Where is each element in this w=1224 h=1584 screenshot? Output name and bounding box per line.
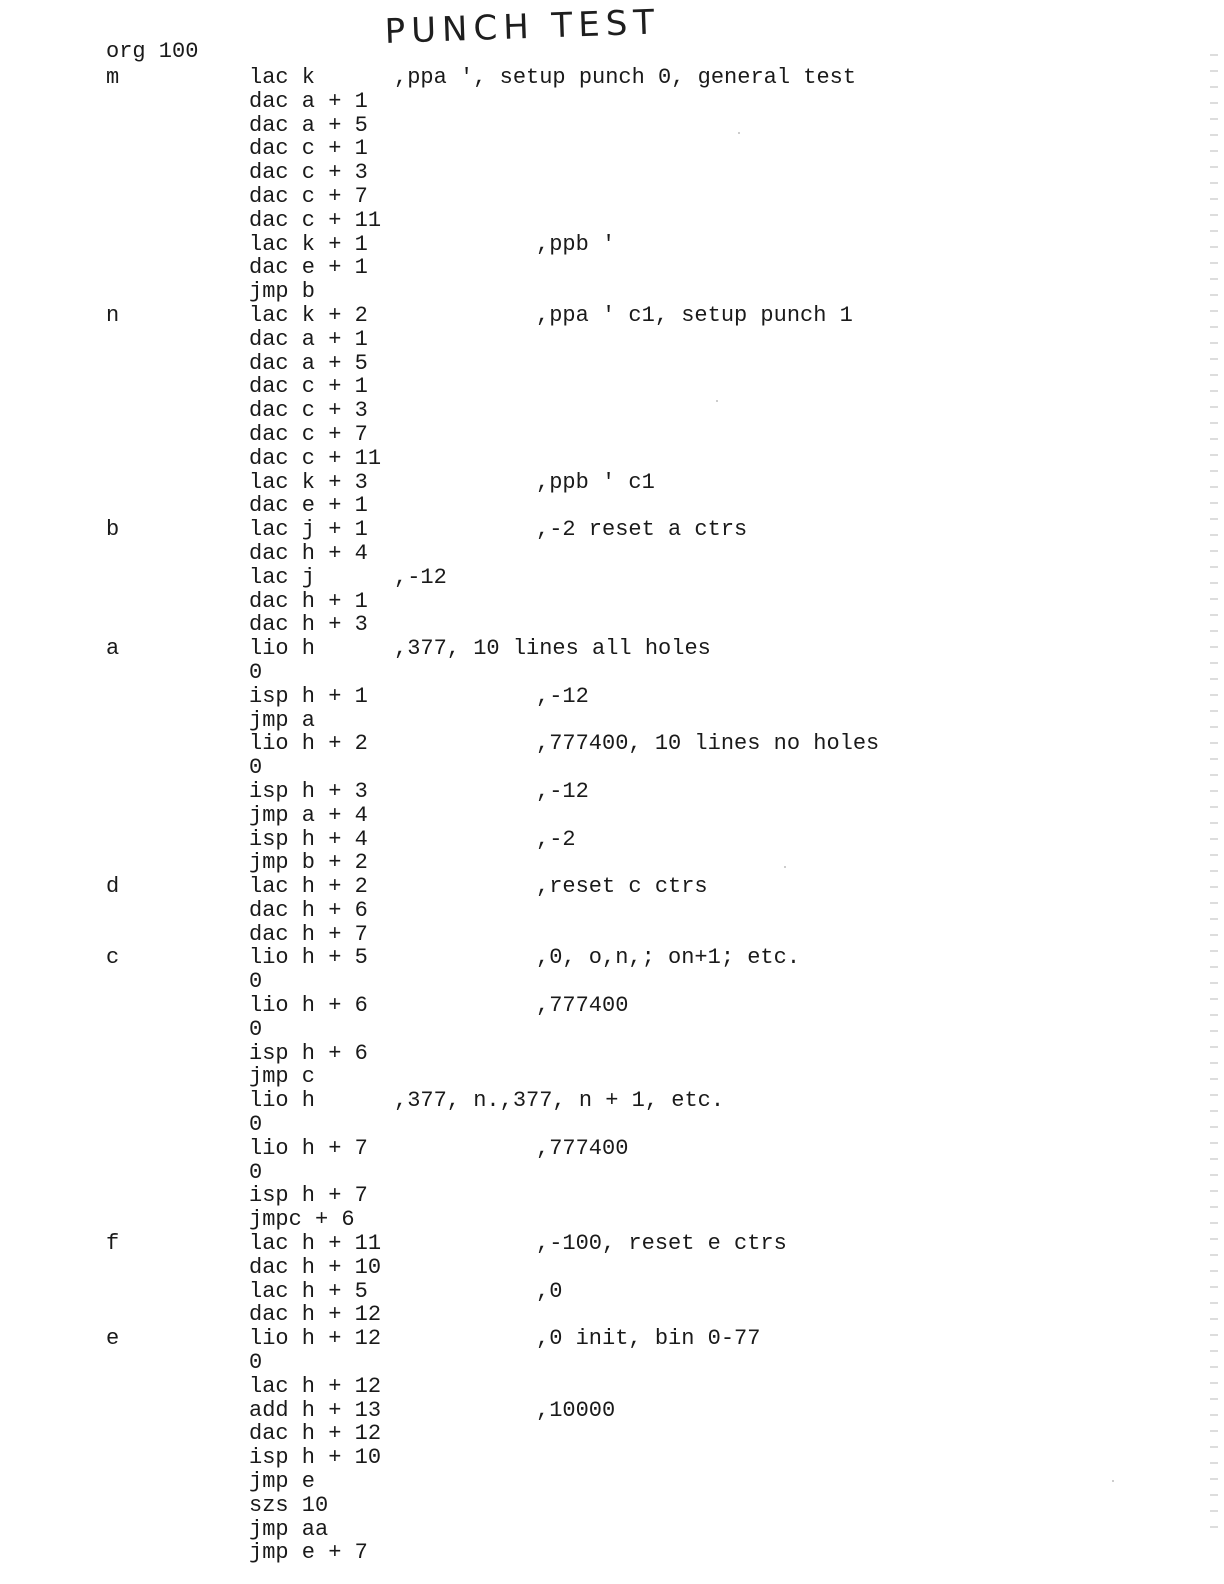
code-line xyxy=(0,1184,1224,1208)
line-instruction: dac h + 12 xyxy=(249,1302,382,1328)
code-line xyxy=(0,1256,1224,1280)
code-line xyxy=(0,66,1224,90)
code-line xyxy=(0,637,1224,661)
line-instruction: dac h + 6 xyxy=(249,897,368,923)
code-line xyxy=(0,970,1224,994)
line-instruction: isp h + 10 xyxy=(249,1445,382,1471)
line-instruction: dac h + 4 xyxy=(249,540,368,566)
page-edge-marks xyxy=(1210,40,1218,1540)
code-line xyxy=(0,1232,1224,1256)
line-instruction: jmp e xyxy=(249,1469,316,1495)
line-instruction: lio h + 6 xyxy=(249,993,368,1019)
line-instruction: dac c + 1 xyxy=(249,374,368,400)
line-instruction: lac k + 1 xyxy=(249,231,368,257)
line-label: m xyxy=(106,65,120,90)
scan-speck xyxy=(716,400,718,402)
code-line xyxy=(0,661,1224,685)
code-line xyxy=(0,256,1224,280)
code-line xyxy=(0,899,1224,923)
code-line xyxy=(0,304,1224,328)
line-instruction: lac h + 5 xyxy=(249,1278,368,1304)
line-comment: ,reset c ctrs xyxy=(536,874,708,900)
line-instruction: 0 xyxy=(249,969,263,995)
line-instruction: dac h + 12 xyxy=(249,1421,382,1447)
line-instruction: lio h + 7 xyxy=(249,1135,368,1161)
code-line xyxy=(0,590,1224,614)
line-instruction: lac j + 1 xyxy=(249,517,368,543)
code-line xyxy=(0,542,1224,566)
line-comment: ,ppa ', setup punch 0, general test xyxy=(394,65,857,90)
code-line xyxy=(0,114,1224,138)
line-instruction: jmp aa xyxy=(249,1516,329,1542)
code-line xyxy=(0,1518,1224,1542)
scan-speck xyxy=(784,866,786,868)
line-comment: ,-12 xyxy=(394,564,447,590)
code-line xyxy=(0,780,1224,804)
code-line xyxy=(0,137,1224,161)
code-line xyxy=(0,1137,1224,1161)
line-comment: ,0, o,n,; on+1; etc. xyxy=(536,945,801,971)
code-line xyxy=(0,352,1224,376)
line-instruction: lio h xyxy=(249,1088,316,1114)
line-instruction: dac a + 1 xyxy=(249,326,368,352)
line-instruction: jmp a + 4 xyxy=(249,802,368,828)
line-instruction: 0 xyxy=(249,1350,263,1376)
line-instruction: jmp b + 2 xyxy=(249,850,368,876)
line-instruction: lio h + 5 xyxy=(249,945,368,971)
line-label: n xyxy=(106,302,120,328)
line-instruction: 0 xyxy=(249,1159,263,1185)
code-line xyxy=(0,1327,1224,1351)
code-line xyxy=(0,1470,1224,1494)
line-instruction: dac e + 1 xyxy=(249,255,368,281)
line-instruction: dac h + 3 xyxy=(249,612,368,638)
line-comment: ,777400, 10 lines no holes xyxy=(536,731,880,757)
code-line xyxy=(0,447,1224,471)
code-line xyxy=(0,1494,1224,1518)
code-listing xyxy=(0,66,1224,1565)
org-directive: org 100 xyxy=(106,39,199,64)
code-line xyxy=(0,851,1224,875)
code-line xyxy=(0,494,1224,518)
line-instruction: dac c + 1 xyxy=(249,136,368,162)
line-instruction: jmp a xyxy=(249,707,316,733)
line-instruction: jmp e + 7 xyxy=(249,1540,368,1566)
line-instruction: szs 10 xyxy=(249,1492,329,1518)
code-line xyxy=(0,1208,1224,1232)
line-instruction: dac c + 11 xyxy=(249,207,382,233)
code-line xyxy=(0,1018,1224,1042)
scan-speck xyxy=(1112,1480,1114,1482)
code-line xyxy=(0,328,1224,352)
line-label: a xyxy=(106,636,120,662)
line-instruction: lac k + 2 xyxy=(249,302,368,328)
code-line xyxy=(0,804,1224,828)
line-instruction: isp h + 1 xyxy=(249,683,368,709)
line-instruction: dac e + 1 xyxy=(249,493,368,519)
line-instruction: jmp b xyxy=(249,279,316,305)
line-comment: ,777400 xyxy=(536,1135,629,1161)
line-label: e xyxy=(106,1326,120,1352)
code-line xyxy=(0,923,1224,947)
line-comment: ,0 init, bin 0-77 xyxy=(536,1326,761,1352)
code-line xyxy=(0,1351,1224,1375)
line-instruction: lac j xyxy=(249,564,316,590)
line-comment: ,ppb ' c1 xyxy=(536,469,655,495)
code-line xyxy=(0,875,1224,899)
code-line xyxy=(0,280,1224,304)
line-comment: ,-12 xyxy=(536,778,589,804)
code-line xyxy=(0,518,1224,542)
code-line xyxy=(0,566,1224,590)
line-comment: ,-12 xyxy=(536,683,589,709)
code-line xyxy=(0,233,1224,257)
handwritten-title: PUNCH TEST xyxy=(384,2,661,52)
line-instruction: isp h + 3 xyxy=(249,778,368,804)
code-line xyxy=(0,90,1224,114)
line-instruction: isp h + 6 xyxy=(249,1040,368,1066)
line-instruction: jmp c xyxy=(249,1064,316,1090)
line-comment: ,ppa ' c1, setup punch 1 xyxy=(536,302,853,328)
code-line xyxy=(0,1042,1224,1066)
line-comment: ,-2 xyxy=(536,826,576,852)
line-instruction: dac h + 10 xyxy=(249,1254,382,1280)
line-comment: ,-2 reset a ctrs xyxy=(536,517,748,543)
code-line xyxy=(0,161,1224,185)
line-label: b xyxy=(106,517,120,543)
line-instruction: isp h + 4 xyxy=(249,826,368,852)
line-instruction: 0 xyxy=(249,755,263,781)
line-instruction: add h + 13 xyxy=(249,1397,382,1423)
line-label: d xyxy=(106,874,120,900)
line-comment: ,10000 xyxy=(536,1397,616,1423)
code-line xyxy=(0,1375,1224,1399)
line-instruction: jmpc + 6 xyxy=(249,1207,355,1233)
line-instruction: lio h + 2 xyxy=(249,731,368,757)
line-instruction: dac a + 1 xyxy=(249,88,368,114)
code-line xyxy=(0,1422,1224,1446)
line-instruction: dac c + 11 xyxy=(249,445,382,471)
code-line xyxy=(0,1303,1224,1327)
code-line xyxy=(0,209,1224,233)
line-instruction: lac h + 12 xyxy=(249,1373,382,1399)
code-line xyxy=(0,709,1224,733)
code-line xyxy=(0,613,1224,637)
code-line xyxy=(0,1113,1224,1137)
code-line xyxy=(0,375,1224,399)
line-label: c xyxy=(106,945,120,971)
code-line xyxy=(0,994,1224,1018)
line-comment: ,377, 10 lines all holes xyxy=(394,636,711,662)
code-line xyxy=(0,1399,1224,1423)
code-line xyxy=(0,1541,1224,1565)
line-instruction: dac h + 1 xyxy=(249,588,368,614)
code-line xyxy=(0,1280,1224,1304)
line-instruction: dac c + 3 xyxy=(249,160,368,186)
code-line xyxy=(0,471,1224,495)
code-line xyxy=(0,1161,1224,1185)
line-instruction: lac k + 3 xyxy=(249,469,368,495)
line-instruction: lac h + 11 xyxy=(249,1231,382,1257)
line-instruction: lac k xyxy=(249,65,316,90)
code-line xyxy=(0,399,1224,423)
line-instruction: dac h + 7 xyxy=(249,921,368,947)
code-line xyxy=(0,732,1224,756)
code-line xyxy=(0,756,1224,780)
line-instruction: dac c + 7 xyxy=(249,421,368,447)
line-instruction: 0 xyxy=(249,1112,263,1138)
line-instruction: 0 xyxy=(249,1016,263,1042)
line-instruction: dac a + 5 xyxy=(249,350,368,376)
line-instruction: lio h xyxy=(249,636,316,662)
code-line xyxy=(0,946,1224,970)
line-instruction: lio h + 12 xyxy=(249,1326,382,1352)
code-line xyxy=(0,185,1224,209)
code-line xyxy=(0,423,1224,447)
line-comment: ,0 xyxy=(536,1278,563,1304)
line-comment: ,-100, reset e ctrs xyxy=(536,1231,787,1257)
code-line xyxy=(0,1065,1224,1089)
line-instruction: dac c + 7 xyxy=(249,183,368,209)
line-instruction: isp h + 7 xyxy=(249,1183,368,1209)
scan-speck xyxy=(738,132,740,134)
line-comment: ,ppb ' xyxy=(536,231,616,257)
line-instruction: dac a + 5 xyxy=(249,112,368,138)
code-line xyxy=(0,685,1224,709)
line-instruction: lac h + 2 xyxy=(249,874,368,900)
code-line xyxy=(0,1446,1224,1470)
line-instruction: 0 xyxy=(249,659,263,685)
code-line xyxy=(0,828,1224,852)
line-comment: ,377, n.,377, n + 1, etc. xyxy=(394,1088,725,1114)
line-label: f xyxy=(106,1231,120,1257)
line-comment: ,777400 xyxy=(536,993,629,1019)
line-instruction: dac c + 3 xyxy=(249,398,368,424)
code-line xyxy=(0,1089,1224,1113)
